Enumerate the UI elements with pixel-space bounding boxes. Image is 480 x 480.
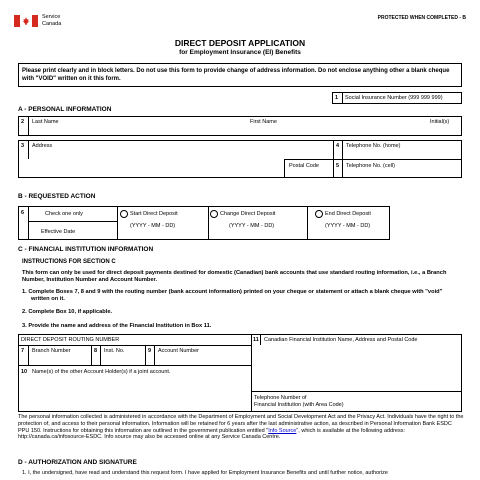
change-date-field[interactable]: (YYYY - MM - DD) xyxy=(229,223,275,229)
account-field[interactable]: Account Number xyxy=(158,348,199,354)
address-label[interactable]: Address xyxy=(32,143,53,149)
canada-flag-icon xyxy=(14,14,38,26)
service-line1: Service xyxy=(42,14,61,20)
last-name-label: Last Name xyxy=(32,119,59,125)
address-block xyxy=(18,140,462,178)
box-number: 1 xyxy=(335,95,339,101)
end-radio[interactable] xyxy=(315,210,323,218)
privacy-notice xyxy=(18,414,464,441)
protected-label: PROTECTED WHEN COMPLETED - B xyxy=(377,15,466,21)
instruction-step-2: 2. Complete Box 10, if applicable. xyxy=(22,309,113,315)
box-number: 4 xyxy=(336,143,340,149)
box-number: 8 xyxy=(94,348,98,354)
fi-name-field[interactable]: Canadian Financial Institution Name, Address and Postal Code xyxy=(264,337,418,343)
requested-action-block xyxy=(18,206,390,240)
routing-header: DIRECT DEPOSIT ROUTING NUMBER xyxy=(21,337,120,343)
notice-box xyxy=(18,63,462,87)
change-label: Change Direct Deposit xyxy=(220,211,276,217)
postal-code-label[interactable]: Postal Code xyxy=(289,163,319,169)
inst-field[interactable]: Inst. No. xyxy=(104,348,125,354)
box-number: 2 xyxy=(21,119,25,125)
check-one-label: Check one only xyxy=(45,211,83,217)
joint-holder-field[interactable]: Name(s) of the other Account Holder(s) if a joint account. xyxy=(32,369,171,375)
start-date-field[interactable]: (YYYY - MM - DD) xyxy=(130,223,176,229)
fi-tel-label-2[interactable]: Financial Institution (with Area Code) xyxy=(254,402,344,408)
first-name-label: First Name xyxy=(250,119,277,125)
box-number: 3 xyxy=(21,143,25,149)
section-b-title: B - REQUESTED ACTION xyxy=(18,193,96,200)
fi-tel-label-1[interactable]: Telephone Number of xyxy=(254,395,307,401)
sin-label: Social Insurance Number (999 999 999) xyxy=(345,95,443,101)
end-date-field[interactable]: (YYYY - MM - DD) xyxy=(325,223,371,229)
name-field[interactable] xyxy=(18,116,462,136)
service-line2: Canada xyxy=(42,20,62,27)
box-number: 11 xyxy=(253,337,259,343)
form-subtitle: for Employment Insurance (EI) Benefits xyxy=(179,49,301,56)
branch-field[interactable]: Branch Number xyxy=(32,348,71,354)
instructions-body: This form can only be used for direct deposit payments destined for domestic (Canadian) bank accounts that use standard routing information, i.e., a Branch Number, Institution Number and Account Number. xyxy=(22,270,447,283)
box-number: 6 xyxy=(21,210,25,216)
form-title: DIRECT DEPOSIT APPLICATION xyxy=(174,38,306,48)
initials-label: Initial(s) xyxy=(430,119,450,125)
tel-home-label[interactable]: Telephone No. (home) xyxy=(346,143,401,149)
instruction-step-1: 1. Complete Boxes 7, 8 and 9 with the routing number (bank account information) printed on your cheque or statement or attach a blank cheque with "void" written on it. xyxy=(22,289,443,302)
service-canada-wordmark xyxy=(42,14,61,27)
tel-cell-label[interactable]: Telephone No. (cell) xyxy=(346,163,395,169)
section-a-title: A - PERSONAL INFORMATION xyxy=(18,106,112,113)
section-d-title: D - AUTHORIZATION AND SIGNATURE xyxy=(18,459,137,466)
authorization-item-1: 1. I, the undersigned, have read and understand this request form. I have applied for Employment Insurance Benefits and until further notice, authorize xyxy=(22,470,388,476)
section-c-title: C - FINANCIAL INSTITUTION INFORMATION xyxy=(18,246,154,253)
box-number: 9 xyxy=(148,348,152,354)
privacy-text: The personal information collected is administered in accordance with the Department of Employment and Social Development Act and the Privacy Act. Individuals have the right to the protection of, and access to their personal information. Information will be retained for 6 years after the last administrative action, as described in Personal Information Bank ESDC PPU 150. Instructions for obtaining this information are outlined in the government publication entitled " xyxy=(18,414,464,434)
start-radio[interactable] xyxy=(120,210,128,218)
box-number: 7 xyxy=(21,348,25,354)
start-label: Start Direct Deposit xyxy=(130,211,178,217)
box-number: 5 xyxy=(336,163,340,169)
instruction-step-3: 3. Provide the name and address of the Financial Institution in Box 11. xyxy=(22,323,212,329)
effective-date-label: Effective Date xyxy=(41,229,76,235)
privacy-text-end: ", which is available at the following address: http://canada.ca/infosource-ESDC. Info source may also be accessed online at any Service Canada Centre. xyxy=(18,427,406,441)
instructions-title: INSTRUCTIONS FOR SECTION C xyxy=(22,259,116,265)
sin-field[interactable] xyxy=(332,92,462,104)
end-label: End Direct Deposit xyxy=(325,211,371,217)
notice-text: Please print clearly and in block letters. Do not use this form to provide change of address information. Do not enclose anything other a blank cheque with "VOID" written on it this form. xyxy=(22,68,450,82)
routing-table xyxy=(18,334,462,412)
change-radio[interactable] xyxy=(210,210,218,218)
info-source-link[interactable]: Info Source xyxy=(268,427,297,434)
box-number: 10 xyxy=(21,369,28,375)
